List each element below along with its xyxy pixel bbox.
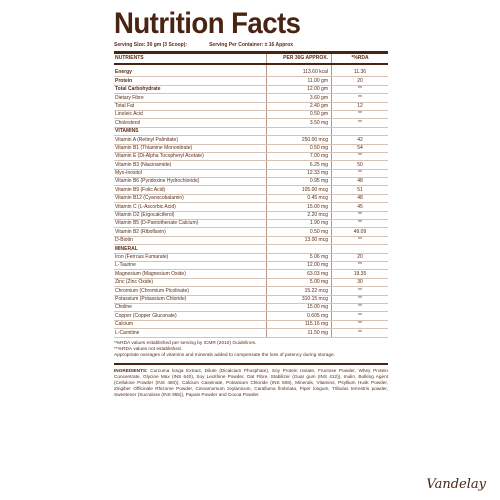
table-row [114, 312, 388, 320]
nutrient-name: Vitamin B2 (Riboflavin) [114, 228, 267, 236]
nutrient-name: Vitamin B9 (Folic Acid) [114, 186, 267, 194]
nutrient-rda: ** [332, 85, 389, 93]
nutrient-name: Vitamin B3 (Niacinamide) [114, 161, 267, 169]
footnote-rda: *%RDA values established per serving by ICMR (2010) Guidelines. [114, 340, 257, 346]
nutrient-amount: 63.03 mg [267, 270, 332, 278]
table-row [114, 161, 388, 169]
table-row [114, 287, 388, 295]
table-row [114, 228, 388, 236]
nutrient-rda: ** [332, 152, 389, 160]
nutrient-amount: 1.90 mg [267, 220, 332, 228]
nutrient-amount: 15.00 mg [267, 203, 332, 211]
nutrient-amount: 11.50 mg [267, 329, 332, 337]
table-row [114, 144, 388, 152]
table-row [114, 303, 388, 311]
nutrient-name: Vitamin B5 (D-Pantothenate Calcium) [114, 220, 267, 228]
nutrient-rda: ** [332, 94, 389, 102]
section-heading: VITAMINS [114, 127, 267, 135]
nutrient-rda: ** [332, 110, 389, 118]
ingredients [114, 363, 388, 398]
nutrient-rda: ** [332, 119, 389, 127]
nutrient-name: D-Biotin [114, 236, 267, 244]
nutrient-name: Vitamin E (Di-Alpha Tocopheryl Acetate) [114, 152, 267, 160]
nutrient-amount: 105.00 mcg [267, 186, 332, 194]
nutrient-amount: 12.33 mg [267, 169, 332, 177]
nutrient-rda: 54 [332, 144, 389, 152]
serving-size: Serving Size: 30 gm (3 Scoop): [114, 42, 188, 48]
nutrient-rda: ** [332, 320, 389, 328]
nutrient-amount: 12.00 gm [267, 85, 332, 93]
nutrient-rda: ** [332, 303, 389, 311]
nutrient-name: Chromium (Chromium Picolinate) [114, 287, 267, 295]
table-row [114, 119, 388, 127]
table-row [114, 203, 388, 211]
table-row [114, 186, 388, 194]
column-header-per-serving: PER 30G APPROX. [267, 54, 332, 64]
nutrients-table [114, 54, 388, 338]
nutrient-rda: ** [332, 287, 389, 295]
nutrient-rda: 51 [332, 186, 389, 194]
table-row [114, 320, 388, 328]
table-row [114, 169, 388, 177]
nutrient-amount: 0.95 mg [267, 178, 332, 186]
nutrient-rda: ** [332, 236, 389, 244]
nutrient-amount: 12.00 mg [267, 261, 332, 269]
table-row [114, 295, 388, 303]
table-row [114, 102, 388, 110]
table-row [114, 220, 388, 228]
nutrient-amount: 310.15 mcg [267, 295, 332, 303]
section-heading-row [114, 127, 388, 135]
nutrient-name: L-Taurine [114, 261, 267, 269]
ingredients-label: INGREDIENTS: [114, 367, 148, 373]
nutrient-name: Myo-Inositol [114, 169, 267, 177]
nutrient-rda: 11.36 [332, 69, 389, 77]
footnote-overages: Appropriate overages of vitamins and minerals added to compensate the loss of potency during storage. [114, 352, 336, 358]
table-row [114, 261, 388, 269]
table-row [114, 278, 388, 286]
table-row [114, 152, 388, 160]
nutrition-label [114, 8, 388, 398]
nutrient-name: Vitamin D2 (Ergocalciferol) [114, 211, 267, 219]
nutrient-rda: ** [332, 169, 389, 177]
footnote-not-established: **%RDA values not established. [114, 346, 182, 352]
nutrient-name: Dietary Fibre [114, 94, 267, 102]
nutrient-amount: 15.22 mcg [267, 287, 332, 295]
nutrient-name: Total Carbohydrate [114, 85, 267, 93]
nutrient-rda: 49.09 [332, 228, 389, 236]
nutrient-name: Copper (Copper Gluconate) [114, 312, 267, 320]
nutrient-amount: 0.605 mg [267, 312, 332, 320]
nutrient-amount: 3.60 gm [267, 94, 332, 102]
table-row [114, 211, 388, 219]
brand-logo: Vandelay [426, 477, 486, 492]
nutrient-name: Vitamin B6 (Pyridoxine Hydrochloride) [114, 178, 267, 186]
nutrient-amount: 3.50 mg [267, 119, 332, 127]
nutrient-name: Calcium [114, 320, 267, 328]
table-row [114, 94, 388, 102]
nutrient-amount: 0.45 mcg [267, 194, 332, 202]
serving-info [114, 42, 388, 54]
column-header-rda: *%RDA [332, 54, 389, 64]
column-header-nutrients: NUTRIENTS [114, 54, 267, 64]
table-row [114, 77, 388, 85]
nutrients-body [114, 64, 388, 337]
table-row [114, 85, 388, 93]
label-title: Nutrition Facts [114, 7, 301, 40]
nutrient-name: Iron (Ferrous Fumarate) [114, 253, 267, 261]
servings-per-container: Serving Per Container: ± 16 Approx [209, 42, 294, 48]
section-heading-row [114, 245, 388, 253]
nutrient-rda: 45 [332, 203, 389, 211]
nutrient-amount: 0.50 mg [267, 228, 332, 236]
table-row [114, 236, 388, 244]
table-row [114, 270, 388, 278]
nutrient-rda: 50 [332, 161, 389, 169]
nutrient-name: Energy [114, 69, 267, 77]
nutrient-name: Choline [114, 303, 267, 311]
nutrient-amount: 11.00 gm [267, 77, 332, 85]
nutrient-amount: 7.00 mg [267, 152, 332, 160]
nutrient-rda: ** [332, 261, 389, 269]
nutrient-rda: 20 [332, 77, 389, 85]
nutrient-rda: ** [332, 329, 389, 337]
table-header-row [114, 54, 388, 64]
nutrient-name: Potassium (Potassium Chloride) [114, 295, 267, 303]
nutrient-rda: 42 [332, 136, 389, 144]
nutrient-name: Vitamin A (Retinyl Palmitate) [114, 136, 267, 144]
nutrient-name: Linoleic Acid [114, 110, 267, 118]
nutrient-rda: 12 [332, 102, 389, 110]
nutrient-amount: 2.20 mcg [267, 211, 332, 219]
nutrient-rda: 30 [332, 278, 389, 286]
nutrient-amount: 0.50 gm [267, 110, 332, 118]
nutrient-rda: ** [332, 220, 389, 228]
nutrient-amount: 250.00 mcg [267, 136, 332, 144]
nutrient-amount: 6.25 mg [267, 161, 332, 169]
nutrient-amount: 15.00 mg [267, 303, 332, 311]
footnotes [114, 341, 388, 359]
ingredients-text: Curcuma longa Extract, Dilute (Dicalcium Phosphate), Soy Protein Isolate, Fructose Powder, Whey Protein Concentrate, Glycine Max (INS 640), Soy Lecithine Powder, Oat Fibre, Stabilizer (Guar gum (INS 412)), Inulin, Bulking Agent (Cellulose Powder (INS 460)), Calcium Caseinate, Potassium Chloride (INS 508), Minerals, Vitamins, Psyllium Husk Powder, Zingiber Officinale Rhizome Powder, Cinnamomum zeylanicum, Caralluma fimbriata, Piper longum, Tribulus terrestris powder, Sweetener (Sucralose (INS 955)), Papain Powder and Cocoa Powder. [114, 367, 388, 397]
nutrient-amount: 0.50 mg [267, 144, 332, 152]
nutrient-rda: 19.35 [332, 270, 389, 278]
nutrient-name: Magnesium (Magnesium Oxide) [114, 270, 267, 278]
table-row [114, 110, 388, 118]
table-row [114, 194, 388, 202]
table-row [114, 136, 388, 144]
nutrient-name: Vitamin B12 (Cyanocobalamin) [114, 194, 267, 202]
nutrient-name: Zinc (Zinc Oxide) [114, 278, 267, 286]
nutrient-amount: 113.60 kcal [267, 69, 332, 77]
nutrient-amount: 13.00 mcg [267, 236, 332, 244]
nutrient-rda: ** [332, 211, 389, 219]
section-heading: MINERAL [114, 245, 267, 253]
nutrient-name: Protein [114, 77, 267, 85]
nutrient-amount: 115.16 mg [267, 320, 332, 328]
nutrient-amount: 2.40 gm [267, 102, 332, 110]
table-row [114, 69, 388, 77]
nutrient-rda: 20 [332, 253, 389, 261]
nutrient-amount: 5.06 mg [267, 253, 332, 261]
nutrient-amount: 5.00 mg [267, 278, 332, 286]
table-row [114, 178, 388, 186]
nutrient-rda: 48 [332, 178, 389, 186]
nutrient-name: Vitamin B1 (Thiamine Mononitrate) [114, 144, 267, 152]
nutrient-name: Cholesterol [114, 119, 267, 127]
nutrient-rda: ** [332, 312, 389, 320]
table-row [114, 253, 388, 261]
table-row [114, 329, 388, 337]
nutrient-name: L-Carnitine [114, 329, 267, 337]
nutrient-rda: ** [332, 295, 389, 303]
nutrient-name: Vitamin C (L-Ascorbic Acid) [114, 203, 267, 211]
nutrient-rda: 48 [332, 194, 389, 202]
nutrient-name: Total Fat [114, 102, 267, 110]
